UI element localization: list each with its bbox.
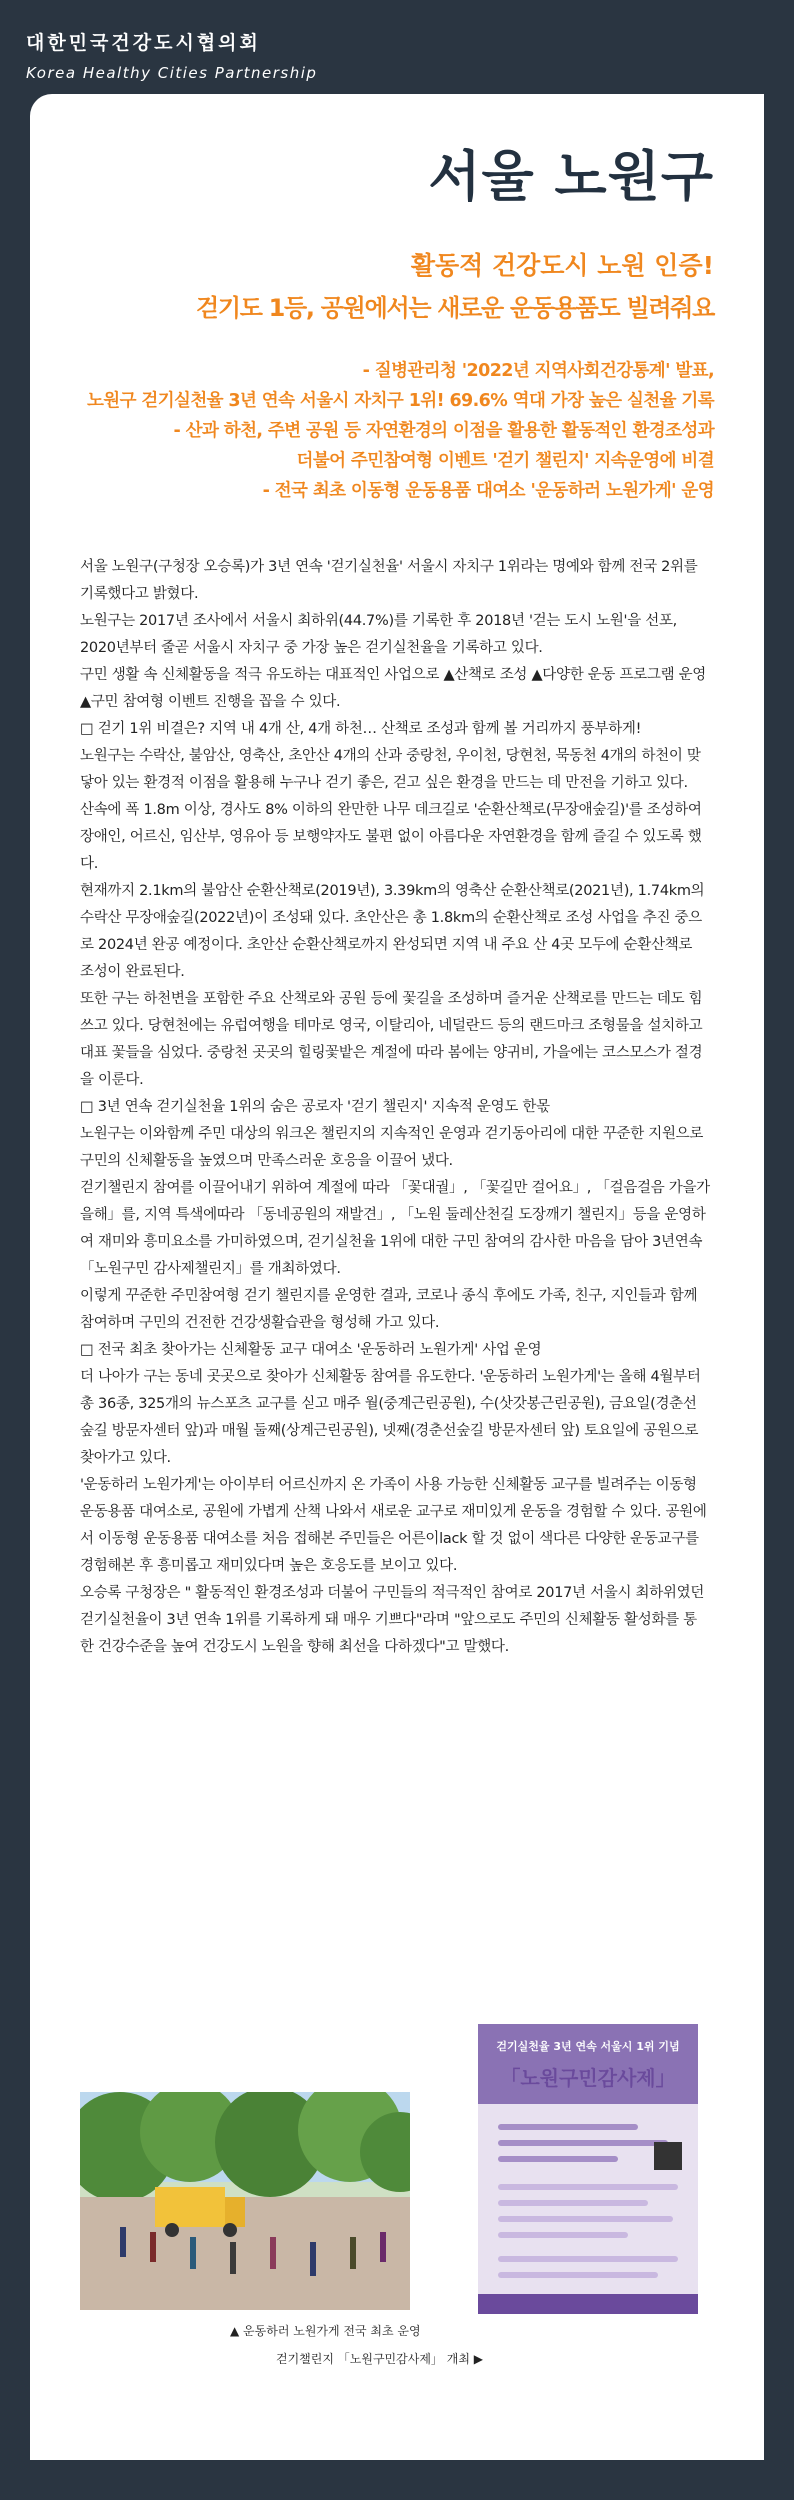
article-body xyxy=(80,554,710,1661)
paragraph: 노원구는 이와함께 주민 대상의 워크온 챌린지의 지속적인 운영과 걷기동아리에 대한 꾸준한 지원으로 구민의 신체활동을 높였으며 만족스러운 호응을 이끌어 냈다. xyxy=(80,1126,704,1169)
org-name-english: Korea Healthy Cities Partnership xyxy=(26,64,318,82)
highlight-line: 더불어 주민참여형 이벤트 '걷기 챌린지' 지속운영에 비결 xyxy=(296,451,714,471)
highlight-line: - 전국 최초 이동형 운동용품 대여소 '운동하러 노원가게' 운영 xyxy=(262,481,714,501)
paragraph: 더 나아가 구는 동네 곳곳으로 찾아가 신체활동 참여를 유도한다. '운동하러 노원가게'는 올해 4월부터 총 36종, 325개의 뉴스포츠 교구를 싣고 매주 월(중계근린공원), 수(삿갓봉근린공원), 금요일(경춘선숲길 방문자센터 앞)과 매월 둘째(상계근린공원), 넷째(경춘선숲길 방문자센터 앞) 토요일에 공원으로 찾아가고 있다. xyxy=(80,1369,701,1466)
paragraph: 노원구는 2017년 조사에서 서울시 최하위(44.7%)를 기록한 후 2018년 '걷는 도시 노원'을 선포, 2020년부터 줄곧 서울시 자치구 중 가장 높은 걷기실천율을 기록하고 있다. xyxy=(80,613,677,656)
highlight-line: - 산과 하천, 주변 공원 등 자연환경의 이점을 활용한 활동적인 환경조성과 xyxy=(173,421,714,441)
page-title: 서울 노원구 xyxy=(428,145,714,208)
org-name-korean: 대한민국건강도시협의회 xyxy=(26,32,261,54)
poster-caption: 걷기챌린지 「노원구민감사제」 개최 ▶ xyxy=(276,2352,483,2366)
paragraph: □ 전국 최초 찾아가는 신체활동 교구 대여소 '운동하러 노원가게' 사업 운영 xyxy=(80,1342,542,1358)
qr-code-icon xyxy=(654,2142,682,2170)
paragraph: 걷기챌린지 참여를 이끌어내기 위하여 계절에 따라 「꽃대궐」, 「꽃길만 걸어요」, 「걸음걸음 가을가을해」를, 지역 특색에따라 「동네공원의 재발견」, 「노원 둘레산천길 도장깨기 챌린지」등을 운영하여 재미와 흥미요소를 가미하였으며, 걷기실천율 1위에 대한 구민 참여의 감사한 마음을 담아 3년연속 「노원구민 감사제챌린지」를 개최하였다. xyxy=(80,1180,710,1277)
paragraph: 오승록 구청장은 " 활동적인 환경조성과 더불어 구민들의 적극적인 참여로 2017년 서울시 최하위였던 걷기실천율이 3년 연속 1위를 기록하게 돼 매우 기쁘다"라며 "앞으로도 주민의 신체활동 활성화를 통한 건강수준을 높여 건강도시 노원을 향해 최선을 다하겠다"고 말했다. xyxy=(80,1585,705,1655)
highlights xyxy=(87,356,714,506)
event-poster xyxy=(478,2024,698,2314)
poster-heading: 걷기실천율 3년 연속 서울시 1위 기념 xyxy=(496,2040,680,2053)
article-card xyxy=(30,94,764,2460)
highlight-line: - 질병관리청 '2022년 지역사회건강통계' 발표, xyxy=(362,361,714,381)
park-activity-photo xyxy=(80,2092,410,2310)
header-bar xyxy=(0,0,794,100)
poster-title: 「노원구민감사제」 xyxy=(500,2066,676,2090)
paragraph: 산속에 폭 1.8m 이상, 경사도 8% 이하의 완만한 나무 데크길로 '순환산책로(무장애숲길)'를 조성하여 장애인, 어르신, 임산부, 영유아 등 보행약자도 불편 없이 아름다운 자연환경을 함께 즐길 수 있도록 했다. xyxy=(80,802,702,872)
paragraph: □ 걷기 1위 비결은? 지역 내 4개 산, 4개 하천… 산책로 조성과 함께 볼 거리까지 풍부하게! xyxy=(80,721,642,737)
subtitle-line-2: 걷기도 1등, 공원에서는 새로운 운동용품도 빌려줘요 xyxy=(195,294,714,322)
paragraph: 구민 생활 속 신체활동을 적극 유도하는 대표적인 사업으로 ▲산책로 조성 ▲다양한 운동 프로그램 운영 ▲구민 참여형 이벤트 진행을 꼽을 수 있다. xyxy=(80,667,706,710)
paragraph: '운동하러 노원가게'는 아이부터 어르신까지 온 가족이 사용 가능한 신체활동 교구를 빌려주는 이동형 운동용품 대여소로, 공원에 가볍게 산책 나와서 새로운 교구로 재미있게 운동을 경험할 수 있다. 공원에서 이동형 운동용품 대여소를 처음 접해본 주민들은 어른이lack 할 것 없이 색다른 다양한 운동교구를 경험해본 후 흥미롭고 재미있다며 높은 호응도를 보이고 있다. xyxy=(80,1477,707,1574)
paragraph: 이렇게 꾸준한 주민참여형 걷기 챌린지를 운영한 결과, 코로나 종식 후에도 가족, 친구, 지인들과 함께 참여하며 구민의 건전한 건강생활습관을 형성해 가고 있다. xyxy=(80,1288,698,1331)
highlight-line: 노원구 걷기실천율 3년 연속 서울시 자치구 1위! 69.6% 역대 가장 높은 실천율 기록 xyxy=(87,391,714,411)
paragraph: 노원구는 수락산, 불암산, 영축산, 초안산 4개의 산과 중랑천, 우이천, 당현천, 묵동천 4개의 하천이 맞닿아 있는 환경적 이점을 활용해 누구나 걷기 좋은, 걷고 싶은 환경을 만드는 데 만전을 기하고 있다. xyxy=(80,748,701,791)
paragraph: □ 3년 연속 걷기실천율 1위의 숨은 공로자 '걷기 챌린지' 지속적 운영도 한몫 xyxy=(80,1099,550,1115)
paragraph: 현재까지 2.1km의 불암산 순환산책로(2019년), 3.39km의 영축산 순환산책로(2021년), 1.74km의 수락산 무장애숲길(2022년)이 조성돼 있다. 초안산은 총 1.8km의 순환산책로 조성 사업을 추진 중으로 2024년 완공 예정이다. 초안산 순환산책로까지 완성되면 지역 내 주요 산 4곳 모두에 순환산책로 조성이 완료된다. xyxy=(80,883,705,980)
paragraph: 서울 노원구(구청장 오승록)가 3년 연속 '걷기실천율' 서울시 자치구 1위라는 명예와 함께 전국 2위를 기록했다고 밝혔다. xyxy=(80,559,698,602)
park-activity-illustration xyxy=(80,2092,410,2310)
subtitle-line-1: 활동적 건강도시 노원 인증! xyxy=(410,251,714,280)
paragraph: 또한 구는 하천변을 포함한 주요 산책로와 공원 등에 꽃길을 조성하며 즐거운 산책로를 만드는 데도 힘쓰고 있다. 당현천에는 유럽여행을 테마로 영국, 이탈리아, 네덜란드 등의 랜드마크 조형물을 설치하고 대표 꽃들을 심었다. 중랑천 곳곳의 힐링꽃밭은 계절에 따라 봄에는 양귀비, 가을에는 코스모스가 절경을 이룬다. xyxy=(80,991,703,1088)
photo-caption: ▲ 운동하러 노원가게 전국 최초 운영 xyxy=(230,2324,421,2338)
